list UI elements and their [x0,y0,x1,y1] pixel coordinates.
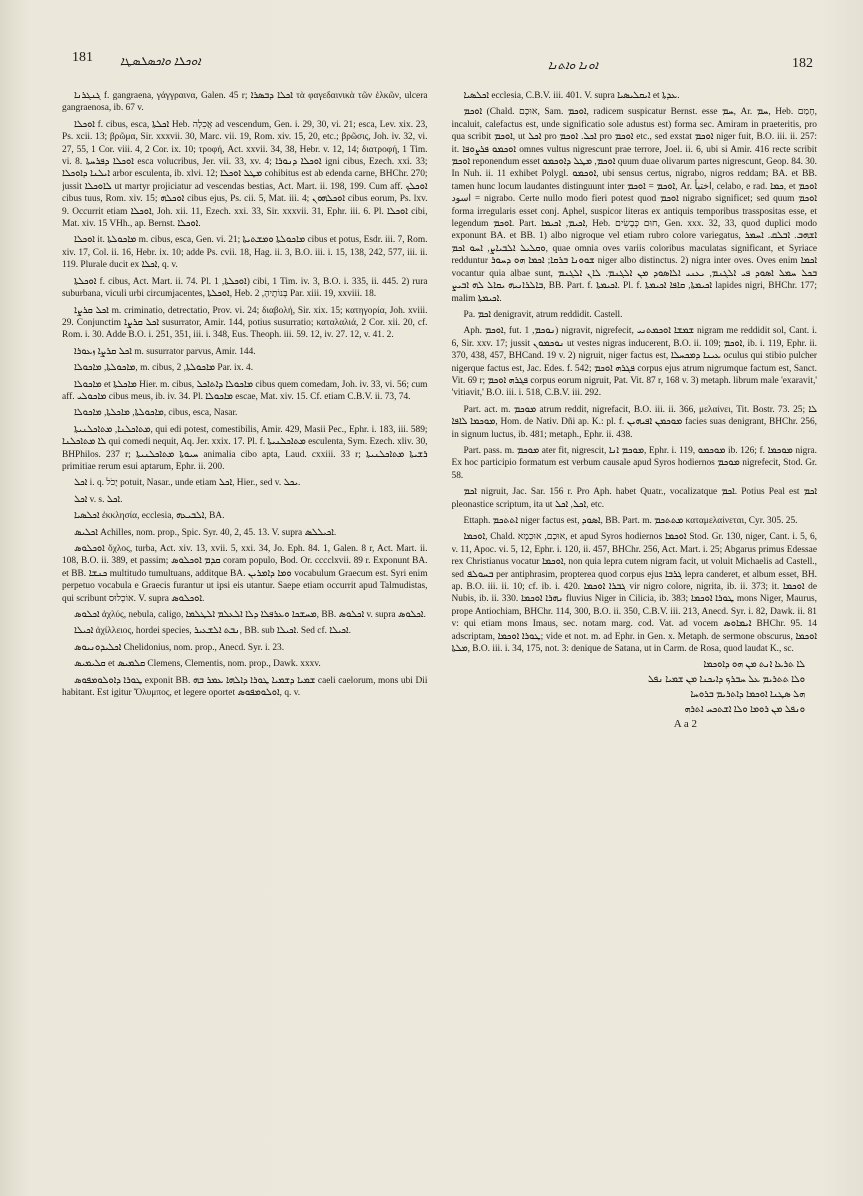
dictionary-entry: ܐܘܟܡܐ, Chald. אוּכָם, אוּכְמָא, et apud Syros hodiernos ܐܘܟܡܐ Stod. Gr. 130, niger, Cant. i. 5, 6, v. 11, Apoc. vi. 5, 12, Ephr. i. 120, ii. 457, BHChr. 256, Act. Mart. i. 25; Abgarus primus Edessae rex Christianus vocatur ܐܘܟܡܐ, non quia lepra cutem nigram facit, ut voluit Michaelis ad Castell., sed ܒܚܘܠܦ per antiphrasim, propterea quod corpus ejus ܓܪܒܐ lepra canderet, et album esset, BH. ap. B.O. iii. ii. 10; cf. ib. i. 420. ܓܒܪܐ ܐܘܟܡܐ vir nigro colore, nigrita, ib. ii. 373; it. ܐܘܟܡܐ de Nubis, ib. ii. 330. ܢܗܪܐ ܐܘܟܡܐ fluvius Niger in Cilicia, ib. 383; ܛܘܪܐ ܐܘܟܡܐ mons Niger, Maurus, prope Antiochiam, BHChr. 114, 300, B.O. ii. 350, C.B.V. iii. 213, Anecd. Syr. i. 82, Dawk. ii. 81 v: qui etiam mons Imaus, sec. notam marg. cod. Vat. ad vocem ܐܝܡܐܘܣ BHChr. 95. 14 adscriptam, ܛܘܪܐ ܐܘܟܡܐ; vide et not. m. ad Ephr. in Gen. x. Metaph. de sermone obscurus, ܐܘܟܡܐ ܡܠܬܐ, B.O. iii. i. 34, 175, not. 3: denique de Satana, ut in Carm. de Rosa, quod laudat K., sc. [451,532,817,655]
page-header [72,50,813,76]
dictionary-entry: ܡܬܐܟܠܢܐ, ܡܬܐܟܠܢܝܬܐ, qui edi potest, comestibilis, Amir. 429, Masii Pec., Ephr. i. 183, iii. 589; ܠܐ ܡܬܐܟܠܢܐ qui comedi nequit, Aq. Jer. xxix. 17. Pl. f. ܡܬܐܟܠܢܝܬܐ esculenta, Sym. Ezech. xliv. 30, BHPhilos. 237 r; ܚܝܘܬܐ ܡܬܐܟܠܢܝܬܐ animalia cibo apta, Laud. cxxiii. 33 r; ܪܫܝܬܐ ܡܬܐܟܠܢܝܬܐ primitiae rerum esui aptarum, Ephr. ii. 200. [62,424,428,472]
dictionary-entry: ܐܟܠ ܩܪܨܐ ܙܥܘܪܐ m. susurrator parvus, Amir. 144. [74,346,256,357]
dictionary-entry: Pa. ܐܟܡ denigravit, atrum reddidit. Castell. [463,309,623,320]
dictionary-entry: ܐܘܟܡ (Chald. אוּכָם, Sam. ܐܘܟܡ, radicem suspicatur Bernst. esse ܚܡ, Ar. ܚܡ, Heb. חָמַם, incaluit, calefactus est, unde significatio sole adustus est) forma sec. Amiram in praeteritis, pro qua scribit ܐܘܟܡ, ut ܐܟܠ pro ܐܟܠ. ܐܘܟܡ pro ܐܘܟܡ etc., sed exstat ܐܘܟܡ niger fuit, B.O. iii. ii. 257: it. ܐܘܟܡܘ ܦܪܨܘܦܐ omnes vultus nigrescunt prae terrore, Joel. ii. 6, ubi si Amir. 416 recte scribit ܐܘܟܡ reponendum esset ܐܘܟܡ, ܡܛܠ ܕܐܘܟܡܘ quum duae olivarum partes nigrescunt, Geop. 84. 30. In Nuh. ii. 11 exhibet Polygl. ܐܘܟܡܘ, ubi sensus certus, nigrabo, nigros reddam; BA. et BB. tamen hunc locum laudantes distinguunt inter ܐܘܟܡ = ܐܘܟܡ, Ar. اختبأ, celabo, e rad. ܟܡܐ, et ܐܘܟܡ = اسود nigrabo. Certe nullo modo fieri potest quod ܐܘܟܡ nigrabo significet; sed quum ܐܘܟܡ forma irregularis esset conj. Aphel, suspicor literas ex antiquis temporibus trasspositas esse, et legendum ܐܘܟܡ. Part. ܐܟܝܡ, ܐܟܝܡܐ, Heb. חוּם כְּבָשִׂים, Gen. xxx. 32, 33, quod duplici modo exponunt BA. et BB. 1) albo nigroque vel etiam rubro colore variegatus, ܐܫܗܒ. ܐܒܠܩ. ܐܚܡܪ ܘܩܠܝܠ ܐܠܒܝܐܨ, ܐܚܘ ܐܟܡ, quae omnia oves variis coloribus maculatas significant, et Syriace redduntur ܫܘܘܢܐ ܒܪܩܐ; ܐܟܡܐ ܗܘ ܕܚܘܪ niger albo distinctus. 2) nigra inter oves. Oves enim ܐܟܡܐ vocantur quia albae sunt, ܒܟܠ ܚܡܠ ܐܣܘܕ ܦܝ ܐܠܓܢܡ, ܝܥܢܝ ܐܠܐܣܘܕ ܡܢ ܐܠܓܢܡ. ܠܐܢ ܐܠܓܢܡ ܒܐܠܪܐܢܝܗ ܝܩܐܠ ܠܗ ܐܒܝܨ, BB. Part. f. ܐܟܝܡܬܐ. Pl. f. ܐܟܝܡܬܐ, ܩܐܦܐ ܐܟܝܡܬܐ lapides nigri, BHChr. 177; malim ܐܟܝܡܬܐ. [451,107,817,304]
dictionary-entry: Part. pass. m. ܡܘܟܡ ater fit, nigrescit, ܡܘܟܡ ܐܢܐ, Ephr. i. 119, ܡܘܟܡܘ ib. 126; f. ܡܘܟܡܐ nigra. Ex hoc participio formatum est verbum causale apud Syros hodiernos ܡܘܟܡ nigrefecit, Stod. Gr. 58. [451,445,817,481]
dictionary-entry: ܐܟܠܘܣ ἀχλύς, nebula, caligo, ܡܚܫܟܐ ܘܥܪܦܠܐ ܕܠܐ ܐܠܥܠܡ ܐܠܛܠܡܐ, BB. ܐܟܠܘܣ v. supra ܐܟܠܘܣ. [74,610,426,621]
dictionary-entry: ܐܟܠܣܝܐ ecclesia, C.B.V. iii. 401. V. supra ܐܝܩܠܝܣܝܐ et ܥܕܬܐ. [463,91,680,101]
dictionary-entry: Part. act. m. ܡܘܟܡ atrum reddit, nigrefacit, B.O. iii. ii. 366, μελαίνει, Tit. Bostr. 73. 25; ܠܐ ܡܘܟܡܐ ܠܐܦܐ, Hom. de Nativ. Dñi ap. K.: pl. f. ܡܘܟܡܢ ܐܦܝܗܝܢ facies suas denigrant, BHChr. 256, in signum luctus, ib. 481; metaph., Ephr. ii. 438. [451,404,817,440]
dictionary-entry: ܐܘܟܠܬܐ f. cibus, Act. Mart. ii. 74. Pl. ܐܘܟܠܬܐ, 1) cibi, 1 Tim. iv. 3, B.O. i. 335, ii. 445. 2) rura suburbana, viculi urbi circumjacentes, ܐܘܟܠܬܐ, Heb. בְּנוֹתֶיהָ, 2 Par. xiii. 19, xxviii. 18. [62,276,428,300]
dictionary-entry: ܐܟܡ nigruit, Jac. Sar. 156 r. Pro Aph. habet Quatr., vocalizatque ܐܟܡ. Potius Peal est ܐܟܡ pleonastice scriptum, ita ut ܐܟܠ, ܐܟܠ, etc. [451,487,817,510]
signature-mark: A a 2 [673,718,697,731]
verse-line: ܠܐ ܬܪܥܐ ܐܢܬ ܡܢ ܗܘ ܕܐܘܟܡܐ [703,660,805,671]
dictionary-entry: ܡܐܟܘܠܐ et ܡܐܟܠܬܐ Hier. m. cibus, ܡܐܟܘܠܐ ܕܐܬܐܟܠ cibus quem comedam, Joh. iv. 33, vi. 56; cum aff. ܡܐܟܘܠܝ cibus meus, ib. iv. 34. Pl. ܡܐܟܘܠܐ escae, Mat. xiv. 15. Cf. etiam C.B.V. ii. 73, 74. [62,379,428,402]
dictionary-entry: ܡܐܟܘܠܬܐ, ܡܐܟܘܠܐ, m. cibus, ܡܐܟܘܠܬܐ, 2 Par. ix. 4. [74,363,254,374]
left-column [62,90,428,1144]
dictionary-entry: ܐܟܠ v. s. ܐܟܠ. [74,494,123,505]
verse-line: ܗܠ ܣܛܢܐ ܐܘܟܡܐ ܕܐܬܪܝܡ ܒܪܘܚܐ [690,689,805,700]
dictionary-entry: ܩܠܝܡܝܣ et ܩܠܡܝܣ Clemens, Clementis, nom. prop., Dawk. xxxv. [74,659,321,670]
dictionary-entry: ܐܟܠܣܝܐ ἐκκλησία, ecclesia, ܐܠܒܝܥܗ, BA. [74,511,225,522]
dictionary-entry: ܓܢܓܪܢܐ f. gangraena, γάγγραινα, Galen. 45 r; ܐܟܠܐ ܕܒܣܪܐ τὰ φαγεδαινικὰ τῶν ἑλκῶν, ulcera gangraenosa, ib. 67 v. [62,91,428,114]
dictionary-entry: ܛܘܪܐ ܕܐܘܠܘܡܦܘܣ exponit BB. ܫܡܝܐ ܕܫܡܝܐ ܛܘܪܐ ܕܐܠܗܐ ܥܡܪ ܒܗ caeli caelorum, mons ubi Dii habitant. Est igitur Ὄλυμπος, et legere oportet ܐܘܠܘܡܦܘܣ, q. v. [62,675,428,699]
dictionary-entry: ܐܟܠ ܩܪܨܐ m. criminatio, detrectatio, Prov. vi. 24; διαβολή, Sir. xix. 15; κατηγορία, Joh. xviii. 29. Conjunctim ܐܟܠ ܩܪܨܐ susurrator, Amir. 144, potius susurratio; καταλαλιά, 2 Cor. xii. 20, cf. Rom. i. 30. Adde B.O. i. 251, 351, iii. i. 348, Eus. Theoph. iii. 59. 12, iv. 27. 12, v. 41. 2. [62,305,428,341]
verse-line: ܘܠܐ ܬܬܪܝܡ ܥܠ ܚܒܪܟ ܕܐܝܟܢܐ ܡܢ ܫܡܝܐ ܢܦܠ [647,675,805,686]
running-head-left: ܐܘܟܠܐ ܘܐܟܣܠܣܛܐ [120,54,201,68]
right-column [452,90,818,1144]
dictionary-entry: ܐܘܟܠܐ f. cibus, esca, ܐܟܠܬܐ Heb. אֲכִלָה ad vescendum, Gen. i. 29, 30, vi. 21; esca, Lev. xix. 23, Ps. xcii. 13; βρῶμα, Sir. xxxvii. 30, Marc. vii. 19, Rom. xiv. 15, 20, etc.; βρῶσις, Joh. iv. 32, vi. 27, 55, 1 Cor. viii. 4, 2 Cor. ix. 10; τροφή, Act. xxvii. 34, 38, Hebr. v. 12, 14; διατροφή, 1 Tim. vi. 8. ܐܘܟܠܐ ܕܦܪܚܬܐ esca volucribus, Jer. vii. 33, xv. 4; ܐܘܟܠܐ ܕܢܘܪܐ igni cibus, Ezech. xxi. 33; ܐܝܠܢܐ ܕܐܘܟܠܐ arbor esculenta, ib. xlvi. 12; ܡܛܠ ܐܘܟܠܐ cohibitus est ab edenda carne, BHChr. 270; jussit ܠܐܘܟܠܐ ut martyr projiciatur ad vescendas bestias, Act. Mart. ii. 198, 199. Cum aff. ܐܘܟܠܟ cibus tuus, Rom. xiv. 15; ܐܘܟܠܗ cibus ejus, Ps. cii. 5, Mat. iii. 4; ܐܘܟܠܗܘܢ cibus eorum, Ps. lxv. 9. Occurrit etiam ܐܘܟܠܐ, Joh. xii. 11, Ezech. xxi. 33, Sir. xxxvii. 31, Ephr. iii. 6. Pl. ܐܘܟܠܐ cibi, Mat. xiv. 15 VHh., ap. Bernst. ܐܘܟܠܐ. [62,119,428,230]
dictionary-entry: ܐܟܠ i. q. יָכֹל potuit, Nasar., unde etiam ܐܟܠ, Hier., sed v. ܝܟܠ. [74,478,301,489]
dictionary-entry: ܐܘܟܠܐ it. ܡܐܟܘܠܬܐ m. cibus, esca, Gen. vi. 21; ܡܐܟܘܠܬܐ ܘܡܫܬܝܬܐ cibus et potus, Esdr. iii. 7, Rom. xiv. 17, Col. ii. 16, Hebr. ix. 10; adde Ps. cvii. 18, Hag. ii. 3, B.O. iii. i. 15, 138, 242, 577, iii. ii. 119. Plurale ducit ex ܐܟܠܐ, q. v. [62,235,428,271]
dictionary-entry: ܐܘܟܠܘܣ ὄχλος, turba, Act. xiv. 13, xvii. 5, xxi. 34, Jo. Eph. 84. 1, Galen. 8 r, Act. Mart. ii. 108, B.O. ii. 389, et passim; ܩܕܡ ܐܘܟܠܘܣ coram populo, Bod. Or. cccclxvii. 89 r. Exponunt BA. et BB. ܟܢܫܐ multitudo tumultuans, additque BA. ܘܡܐ ܕܐܡܪܝܢ vocabulum Graecum est. Syri enim perpetuo vocabula e Graecis furantur ut ipsi eis utantur. Saepe etiam occurrit apud Talmudistas, qui scribunt אוֹכְלוּס. V. supra ܐܘܟܠܘܣ. [62,544,428,604]
left-page-number: 181 [72,50,93,65]
columns [62,90,817,1144]
verse-line: ܘܢܦܠ ܡܢ ܪܘܡܐ ܘܠܐ ܐܫܬܟܚ ܐܬܪܗ [684,704,805,715]
dictionary-entry: Aph. ܐܘܟܡ, fut. ܢܘܟܡ, 1) nigravit, nigrefecit, ܫܡܫܐ ܐܘܟܡܬܢܝ nigram me reddidit sol, Cant. i. 6, Sir. xxv. 17; jussit ܢܘܟܡܘܢ ut vestes nigras inducerent, B.O. ii. 109; ܐܘܟܡ, ib. i. 119, Ephr. ii. 370, 438, 457, BHCand. 19 v. 2) nigruit, niger factus est, ܥܝܢܐ ܕܡܟܚܠܐ oculus qui stibio pulcher nigerque factus est, Jac. Edes. f. 542; ܦܓܪܗ ܐܘܟܡ corpus ejus atrum nigrumque factum est, Sanct. Vit. 69 r; ܦܓܪܗ ܐܘܟܡ corpus eorum nigruit, Pat. Vit. 87 r, 168 v. 3) metaph. librum male 'exaravit,' 'vitiavit,' B.O. iii. i. 518, C.B.V. iii. 292. [451,326,817,399]
dictionary-entry: Ettaph. ܐܬܬܟܡ niger factus est, ܐܣܘܕ, BB. Part. m. ܡܬܬܟܡ καταμελαίνεται, Cyr. 305. 25. [463,516,798,526]
dictionary-entry: ܡܐܟܘܠܬܐ, ܡܐܟܠܬܐ, ܡܐܟܘܠܐ, cibus, esca, Nasar. [74,408,238,419]
dictionary-entry: ܐܟܝܠܐ ἀχίλλειος, hordei species, ܢܒܬ ܐܠܫܥܝܪ, BB. sub ܐܟܝܠܐ. Sed cf. ܐܟܝܠܐ. [74,626,351,637]
dictionary-entry: ܐܟܠܝܣ Achilles, nom. prop., Spic. Syr. 40, 2, 45. 13. V. supra ܐܟܝܠܠܣ. [74,527,337,538]
running-head-right: ܐܘܢܐ ܘܐܬܢܐ [548,58,599,72]
right-page-number: 182 [792,56,813,71]
dictionary-entry: ܐܟܠܝܕܘܢܝܘܣ Chelidonius, nom. prop., Anecd. Syr. i. 23. [74,642,285,653]
